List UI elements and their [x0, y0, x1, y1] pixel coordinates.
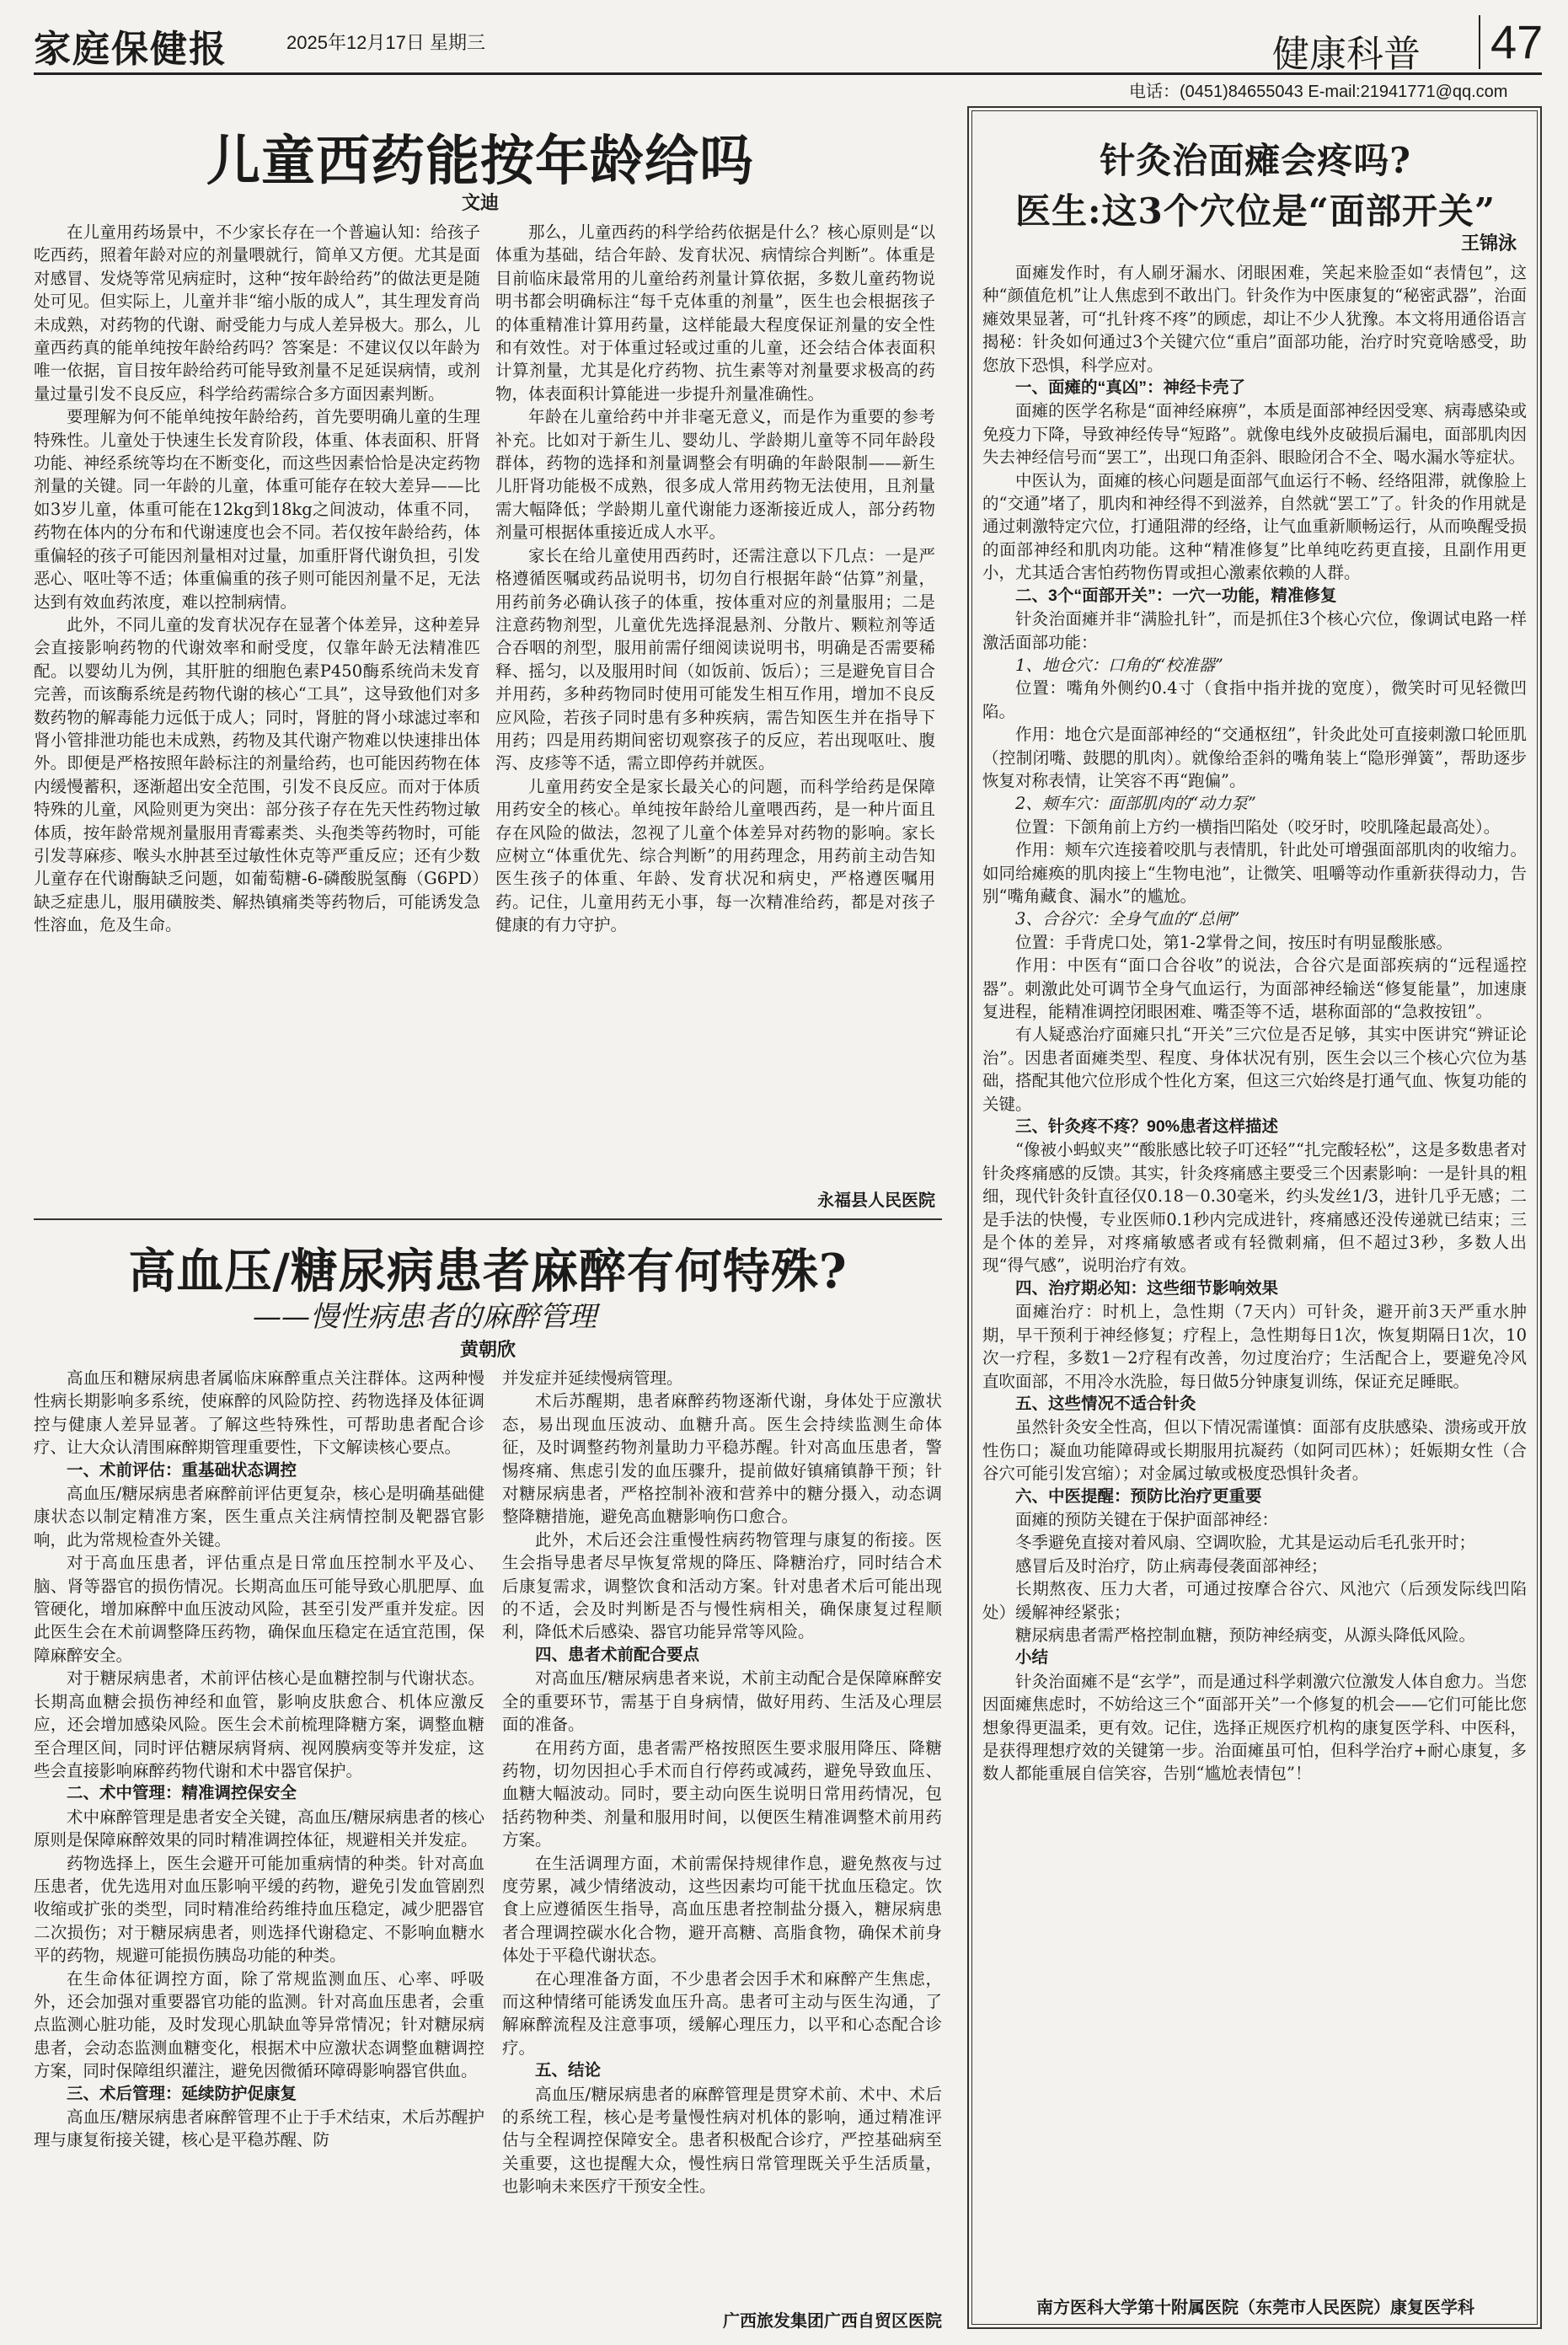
- paragraph: 作用：地仓穴是面部神经的“交通枢纽”，针灸此处可直接刺激口轮匝肌（控制闭嘴、鼓腮的肌肉）。就像给歪斜的嘴角装上“隐形弹簧”，帮助逐步恢复对称表情，让笑容不再“跑偏”。: [982, 725, 1527, 790]
- paragraph: 对于高血压患者，评估重点是日常血压控制水平及心、脑、肾等器官的损伤情况。长期高血压可能导致心肌肥厚、血管硬化，增加麻醉中血压波动风险，甚至引发严重并发症。因此医生会在术前调整降压药物，确保血压稳定在适宜范围，保障麻醉安全。: [34, 1553, 484, 1665]
- paragraph: 此外，术后还会注重慢性病药物管理与康复的衔接。医生会指导患者尽早恢复常规的降压、降糖治疗，同时结合术后康复需求，调整饮食和活动方案。针对患者术后可能出现的不适，会及时判断是否与慢性病相关，确保康复过程顺利，降低术后感染、器官功能异常等风险。: [502, 1529, 942, 1642]
- paragraph: 中医认为，面瘫的核心问题是面部气血运行不畅、经络阻滞，就像脸上的“交通”堵了，肌肉和神经得不到滋养，自然就“罢工”了。针灸的作用就是通过刺激特定穴位，打通阻滞的经络，让气血重新顺畅运行，从而唤醒受损的面部神经和肌肉功能。这种“精准修复”比单纯吃药更直接，且副作用更小，尤其适合害怕药物伤胃或担心激素依赖的人群。: [982, 470, 1527, 583]
- section-heading: 五、这些情况不适合针灸: [1015, 1394, 1196, 1413]
- section-heading: 三、术后管理：延续防护促康复: [67, 2084, 297, 2103]
- paragraph: 此外，不同儿童的发育状况存在显著个体差异，这种差异会直接影响药物的代谢效率和耐受度，仅靠年龄无法精准匹配。以婴幼儿为例，其肝脏的细胞色素P450酶系统尚未发育完善，而该酶系统是药物代谢的核心“工具”，这导致他们对多数药物的解毒能力远低于成人；同时，肾脏的肾小球滤过率和肾小管排泄功能也未成熟，药物及其代谢产物难以快速排出体外。即便是严格按照年龄标注的剂量给药，也可能因药物在体内缓慢蓄积，逐渐超出安全范围，引发不良反应。而对于体质特殊的儿童，风险则更为突出：部分孩子存在先天性药物过敏体质，按年龄常规剂量服用青霉素类、头孢类等药物时，可能引发荨麻疹、喉头水肿甚至过敏性休克等严重反应；还有少数儿童存在代谢酶缺乏问题，如葡萄糖-6-磷酸脱氢酶（G6PD）缺乏症患儿，服用磺胺类、解热镇痛类等药物后，可能诱发急性溶血，危及生命。: [34, 614, 480, 935]
- paragraph: 面瘫的医学名称是“面神经麻痹”，本质是面部神经因受寒、病毒感染或免疫力下降，导致神经传导“短路”。就像电线外皮破损后漏电，面部肌肉因失去神经信号而“罢工”，出现口角歪斜、眼睑闭合不全、喝水漏水等症状。: [982, 401, 1527, 468]
- section-heading: 三、针灸疼不疼？90%患者这样描述: [1015, 1117, 1279, 1137]
- article3-title-line2: 医生:这3个穴位是“面部开关”: [1014, 190, 1496, 232]
- section-heading: 四、患者术前配合要点: [535, 1645, 700, 1664]
- page-number: 47: [1479, 15, 1543, 69]
- section-heading: 小结: [1015, 1648, 1049, 1668]
- paragraph: 对高血压/糖尿病患者来说，术前主动配合是保障麻醉安全的重要环节，需基于自身病情，做好用药、生活及心理层面的准备。: [502, 1668, 942, 1735]
- paragraph: 位置：下颌角前上方约一横指凹陷处（咬牙时，咬肌隆起最高处）。: [1015, 816, 1501, 837]
- article3-source: 南方医科大学第十附属医院（东莞市人民医院）康复医学科: [1036, 2299, 1474, 2317]
- paragraph: 要理解为何不能单纯按年龄给药，首先要明确儿童的生理特殊性。儿童处于快速生长发育阶段，体重、体表面积、肝肾功能、神经系统等均在不断变化，而这些因素恰恰是决定药物剂量的关键。同一年龄的儿童，体重可能存在较大差异——比如3岁儿童，体重可能在12kg到18kg之间波动，体重不同，药物在体内的分布和代谢速度也会不同。若仅按年龄给药，体重偏轻的孩子可能因剂量相对过量，加重肝肾代谢负担，引发恶心、呕吐等不适；体重偏重的孩子则可能因剂量不足，无法达到有效血药浓度，难以控制病情。: [34, 407, 480, 612]
- article3-body: [982, 261, 1527, 2285]
- paragraph: 高血压/糖尿病患者麻醉前评估更复杂，核心是明确基础健康状态以制定精准方案，医生重点关注病情控制及靶器官影响，此为常规检查外关键。: [34, 1484, 484, 1550]
- article1-title: 儿童西药能按年龄给吗: [206, 130, 754, 193]
- article1-column-1: [34, 221, 480, 1215]
- paragraph: 作用：中医有“面口合谷收”的说法，合谷穴是面部疾病的“远程遥控器”。刺激此处可调节全身气血运行，为面部神经输送“修复能量”，加速康复进程，能精准调控闭眼困难、嘴歪等不适，堪称面部的“急救按钮”。: [982, 956, 1527, 1021]
- paragraph: 并发症并延续慢病管理。: [502, 1368, 683, 1388]
- article2-column-1: [34, 1367, 484, 2329]
- paragraph: “像被小蚂蚁夹”“酸胀感比较子叮还轻”“扎完酸轻松”，这是多数患者对针灸疼痛感的反馈。其实，针灸疼痛感主要受三个因素影响：一是针具的粗细，现代针灸针直径仅0.18－0.30毫米，约头发丝1/3，进针几乎无感；二是手法的快慢，专业医师0.1秒内完成进针，疼痛感还没传递就已结束；三是个体的差异，对疼痛敏感者或有轻微刺痛，但不超过3秒，多数人出现“得气感”，说明治疗有效。: [982, 1140, 1527, 1276]
- paragraph: 虽然针灸安全性高，但以下情况需谨慎：面部有皮肤感染、溃疡或开放性伤口；凝血功能障碍或长期服用抗凝药（如阿司匹林）；妊娠期女性（合谷穴可能引发宫缩）；对金属过敏或极度恐惧针灸者。: [982, 1417, 1527, 1484]
- paragraph: 在用药方面，患者需严格按照医生要求服用降压、降糖药物，切勿因担心手术而自行停药或减药，避免导致血压、血糖大幅波动。同时，要主动向医生说明日常用药情况，包括药物种类、剂量和服用时间，以便医生精准调整术前用药方案。: [502, 1737, 942, 1850]
- paragraph: 年龄在儿童给药中并非毫无意义，而是作为重要的参考补充。比如对于新生儿、婴幼儿、学龄期儿童等不同年龄段群体，药物的选择和剂量调整会有明确的年龄限制——新生儿肝肾功能极不成熟，很多成人常用药物无法使用，且剂量需大幅降低；学龄期儿童代谢能力逐渐接近成人，部分药物剂量可根据体重接近成人水平。: [495, 407, 935, 543]
- paragraph: 面瘫治疗：时机上，急性期（7天内）可针灸，避开前3天严重水肿期，早干预利于神经修复；疗程上，急性期每日1次，恢复期隔日1次，10次一疗程，多数1－2疗程有改善，勿过度治疗；生活配合上，要避免冷风直吹面部，不用冷水洗脸，每日做5分钟康复训练，保证充足睡眠。: [982, 1302, 1527, 1391]
- paragraph: 在生命体征调控方面，除了常规监测血压、心率、呼吸外，还会加强对重要器官功能的监测。针对高血压患者，会重点监测心脏功能，及时发现心肌缺血等异常情况；针对糖尿病患者，会动态监测血糖变化，根据术中应激状态调整血糖调控方案，同时保障组织灌注，避免因微循环障碍影响器官供血。: [34, 1968, 484, 2081]
- section-heading: 四、治疗期必知：这些细节影响效果: [1015, 1278, 1279, 1298]
- paragraph: 家长在给儿童使用西药时，还需注意以下几点：一是严格遵循医嘱或药品说明书，切勿自行根据年龄“估算”剂量，用药前务必确认孩子的体重，按体重对应的剂量服用；二是注意药物剂型，儿童优先选择混悬剂、分散片、颗粒剂等适合吞咽的剂型，服用前需仔细阅读说明书，明确是否需要稀释、摇匀，以及服用时间（如饭前、饭后）；三是避免盲目合并用药，多种药物同时使用可能发生相互作用，增加不良反应风险，若孩子同时患有多种疾病，需告知医生并在指导下用药；四是用药期间密切观察孩子的反应，若出现呕吐、腹泻、皮疹等不适，需立即停药并就医。: [495, 545, 935, 774]
- paragraph: 药物选择上，医生会避开可能加重病情的种类。针对高血压患者，优先选用对血压影响平缓的药物，避免引发血管剧烈收缩或扩张的类型，同时精准给药维持血压稳定，减少肥器官二次损伤；对于糖尿病患者，则选择代谢稳定、不影响血糖水平的药物，规避可能损伤胰岛功能的种类。: [34, 1853, 484, 1966]
- article2-title: 高血压/糖尿病患者麻醉有何特殊?: [128, 1244, 848, 1299]
- section-heading: 二、3个“面部开关”：一穴一功能，精准修复: [1015, 586, 1337, 605]
- article2-source: 广西旅发集团广西自贸区医院: [723, 2312, 942, 2331]
- section-heading: 五、结论: [535, 2061, 602, 2080]
- paragraph: 面瘫发作时，有人刷牙漏水、闭眼困难，笑起来脸歪如“表情包”，这种“颜值危机”让人焦虑到不敢出门。针灸作为中医康复的“秘密武器”，治面瘫效果显著，可“扎针疼不疼”的顾虑，却让不少人犹豫。本文将用通俗语言揭秘：针灸如何通过3个关键穴位“重启”面部功能，治疗时究竟啥感受，助您放下恐惧，科学应对。: [982, 263, 1527, 375]
- sub-heading: 2、颊车穴：面部肌肉的“动力泵”: [1015, 794, 1256, 814]
- paragraph: 冬季避免直接对着风扇、空调吹脸，尤其是运动后毛孔张开时；: [1015, 1533, 1476, 1553]
- paragraph: 糖尿病患者需严格控制血糖，预防神经病变，从源头降低风险。: [1015, 1625, 1476, 1645]
- paragraph: 儿童用药安全是家长最关心的问题，而科学给药是保障用药安全的核心。单纯按年龄给儿童喂西药，是一种片面且存在风险的做法，忽视了儿童个体差异对药物的影响。家长应树立“体重优先、综合判断”的用药理念，用药前主动告知医生孩子的体重、年龄、发育状况和病史，严格遵医嘱用药。记住，儿童用药无小事，每一次精准给药，都是对孩子健康的有力守护。: [495, 776, 935, 935]
- article-divider: [34, 1218, 942, 1220]
- paragraph: 位置：嘴角外侧约0.4寸（食指中指并拢的宽度），微笑时可见轻微凹陷。: [982, 678, 1527, 721]
- article1-column-2: [495, 221, 935, 1181]
- section-heading: 六、中医提醒：预防比治疗更重要: [1015, 1486, 1262, 1506]
- paragraph: 面瘫的预防关键在于保护面部神经：: [1015, 1509, 1279, 1529]
- masthead: [34, 15, 1544, 76]
- article2-subtitle: ——慢性病患者的麻醉管理: [253, 1300, 597, 1334]
- paper-name: 家庭保健报: [34, 28, 227, 71]
- contact-line: 电话：(0451)84655043 E-mail:21941771@qq.com: [1129, 83, 1508, 101]
- article3-author: 王锦泳: [1460, 233, 1517, 254]
- paragraph: 长期熬夜、压力大者，可通过按摩合谷穴、风池穴（后颈发际线凹陷处）缓解神经紧张；: [982, 1579, 1527, 1622]
- paragraph: 那么，儿童西药的科学给药依据是什么？核心原则是“以体重为基础，结合年龄、发育状况、病情综合判断”。体重是目前临床最常用的儿童给药剂量计算依据，多数儿童药物说明书都会明确标注“每千克体重的剂量”，医生也会根据孩子的体重精准计算用药量，这样能最大程度保证剂量的安全性和有效性。对于体重过轻或过重的儿童，还会结合体表面积计算剂量，尤其是化疗药物、抗生素等对剂量要求极高的药物，体表面积计算能进一步提升剂量准确性。: [495, 222, 935, 404]
- paragraph: 在生活调理方面，术前需保持规律作息，避免熬夜与过度劳累，减少情绪波动，这些因素均可能干扰血压稳定。饮食上应遵循医生指导，高血压患者控制盐分摄入，糖尿病患者合理调控碳水化合物，避开高糖、高脂食物，确保术前身体处于平稳代谢状态。: [502, 1853, 942, 1966]
- article2-column-2: [502, 1367, 942, 2302]
- sub-heading: 3、合谷穴：全身气血的“总闸”: [1015, 909, 1240, 929]
- paragraph: 术后苏醒期，患者麻醉药物逐渐代谢，身体处于应激状态，易出现血压波动、血糖升高。医生会持续监测生命体征，及时调整药物剂量助力平稳苏醒。针对高血压患者，警惕疼痛、焦虑引发的血压骤升，提前做好镇痛镇静干预；针对糖尿病患者，严格控制补液和营养中的糖分摄入，动态调整降糖措施，避免高血糖影响伤口愈合。: [502, 1391, 942, 1527]
- article1-author: 文迪: [461, 192, 499, 213]
- issue-date: 2025年12月17日 星期三: [286, 32, 485, 53]
- article1-source: 永福县人民医院: [817, 1191, 935, 1210]
- paragraph: 高血压和糖尿病患者属临床麻醉重点关注群体。这两种慢性病长期影响多系统，使麻醉的风险防控、药物选择及体征调控与健康人差异显著。了解这些特殊性，可帮助患者配合诊疗、让大众认清围麻醉期管理重要性，下文解读核心要点。: [34, 1368, 484, 1458]
- masthead-rule: [34, 72, 1542, 75]
- paragraph: 高血压/糖尿病患者的麻醉管理是贯穿术前、术中、术后的系统工程，核心是考量慢性病对机体的影响，通过精准评估与全程调控保障安全。患者积极配合诊疗，严控基础病至关重要，这也提醒大众，慢性病日常管理既关乎生活质量，也影响未来医疗干预安全性。: [502, 2084, 942, 2197]
- sub-heading: 1、地仓穴：口角的“校准器”: [1015, 655, 1223, 675]
- section-title: 健康科普: [1272, 33, 1421, 76]
- article3-title-line1: 针灸治面瘫会疼吗?: [1100, 140, 1411, 181]
- section-heading: 一、术前评估：重基础状态调控: [67, 1460, 297, 1480]
- paragraph: 针灸治面瘫并非“满脸扎针”，而是抓住3个核心穴位，像调试电路一样激活面部功能：: [982, 609, 1527, 652]
- paragraph: 在心理准备方面，不少患者会因手术和麻醉产生焦虑，而这种情绪可能诱发血压升高。患者可主动与医生沟通，了解麻醉流程及注意事项，缓解心理压力，以平和心态配合诊疗。: [502, 1968, 942, 2058]
- paragraph: 感冒后及时治疗，防止病毒侵袭面部神经；: [1015, 1555, 1328, 1576]
- paragraph: 位置：手背虎口处，第1-2掌骨之间，按压时有明显酸胀感。: [1015, 932, 1453, 952]
- paragraph: 高血压/糖尿病患者麻醉管理不止于手术结束，术后苏醒护理与康复衔接关键，核心是平稳苏醒、防: [34, 2107, 484, 2150]
- article2-author: 黄朝欣: [459, 1339, 516, 1360]
- paragraph: 有人疑惑治疗面瘫只扎“开关”三穴位是否足够，其实中医讲究“辨证论治”。因患者面瘫类型、程度、身体状况有别，医生会以三个核心穴位为基础，搭配其他穴位形成个性化方案，但这三穴始终是打通气血、恢复功能的关键。: [982, 1025, 1527, 1114]
- paragraph: 对于糖尿病患者，术前评估核心是血糖控制与代谢状态。长期高血糖会损伤神经和血管，影响皮肤愈合、机体应激反应，还会增加感染风险。医生会术前梳理降糖方案，调整血糖至合理区间，同时评估糖尿病肾病、视网膜病变等并发症，这些会直接影响麻醉药物代谢和术中器官保护。: [34, 1668, 484, 1780]
- paragraph: 在儿童用药场景中，不少家长存在一个普遍认知：给孩子吃西药，照着年龄对应的剂量喂就行，简单又方便。尤其是面对感冒、发烧等常见病症时，这种“按年龄给药”的做法更是随处可见。但实际上，儿童并非“缩小版的成人”，其生理发育尚未成熟，对药物的代谢、耐受能力与成人差异极大。那么，儿童西药真的能单纯按年龄给药吗？答案是：不建议仅以年龄为唯一依据，盲目按年龄给药可能导致剂量不足延误病情，或剂量过量引发不良反应，科学给药需综合多方面因素判断。: [34, 222, 480, 404]
- section-heading: 二、术中管理：精准调控保安全: [67, 1784, 297, 1803]
- paragraph: 术中麻醉管理是患者安全关键，高血压/糖尿病患者的核心原则是保障麻醉效果的同时精准调控体征，规避相关并发症。: [34, 1807, 484, 1850]
- paragraph: 针灸治面瘫不是“玄学”，而是通过科学刺激穴位激发人体自愈力。当您因面瘫焦虑时，不妨给这三个“面部开关”一个修复的机会——它们可能比您想象得更温柔，更有效。记住，选择正规医疗机构的康复医学科、中医科，是获得理想疗效的关键第一步。治面瘫虽可怕，但科学治疗+耐心康复，多数人都能重展自信笑容，告别“尴尬表情包”！: [982, 1671, 1527, 1784]
- section-heading: 一、面瘫的“真凶”：神经卡壳了: [1015, 378, 1246, 398]
- paragraph: 作用：颊车穴连接着咬肌与表情肌，针此处可增强面部肌肉的收缩力。如同给瘫痪的肌肉接上“生物电池”，让微笑、咀嚼等动作重新获得动力，告别“嘴角藏食、漏水”的尴尬。: [982, 840, 1527, 906]
